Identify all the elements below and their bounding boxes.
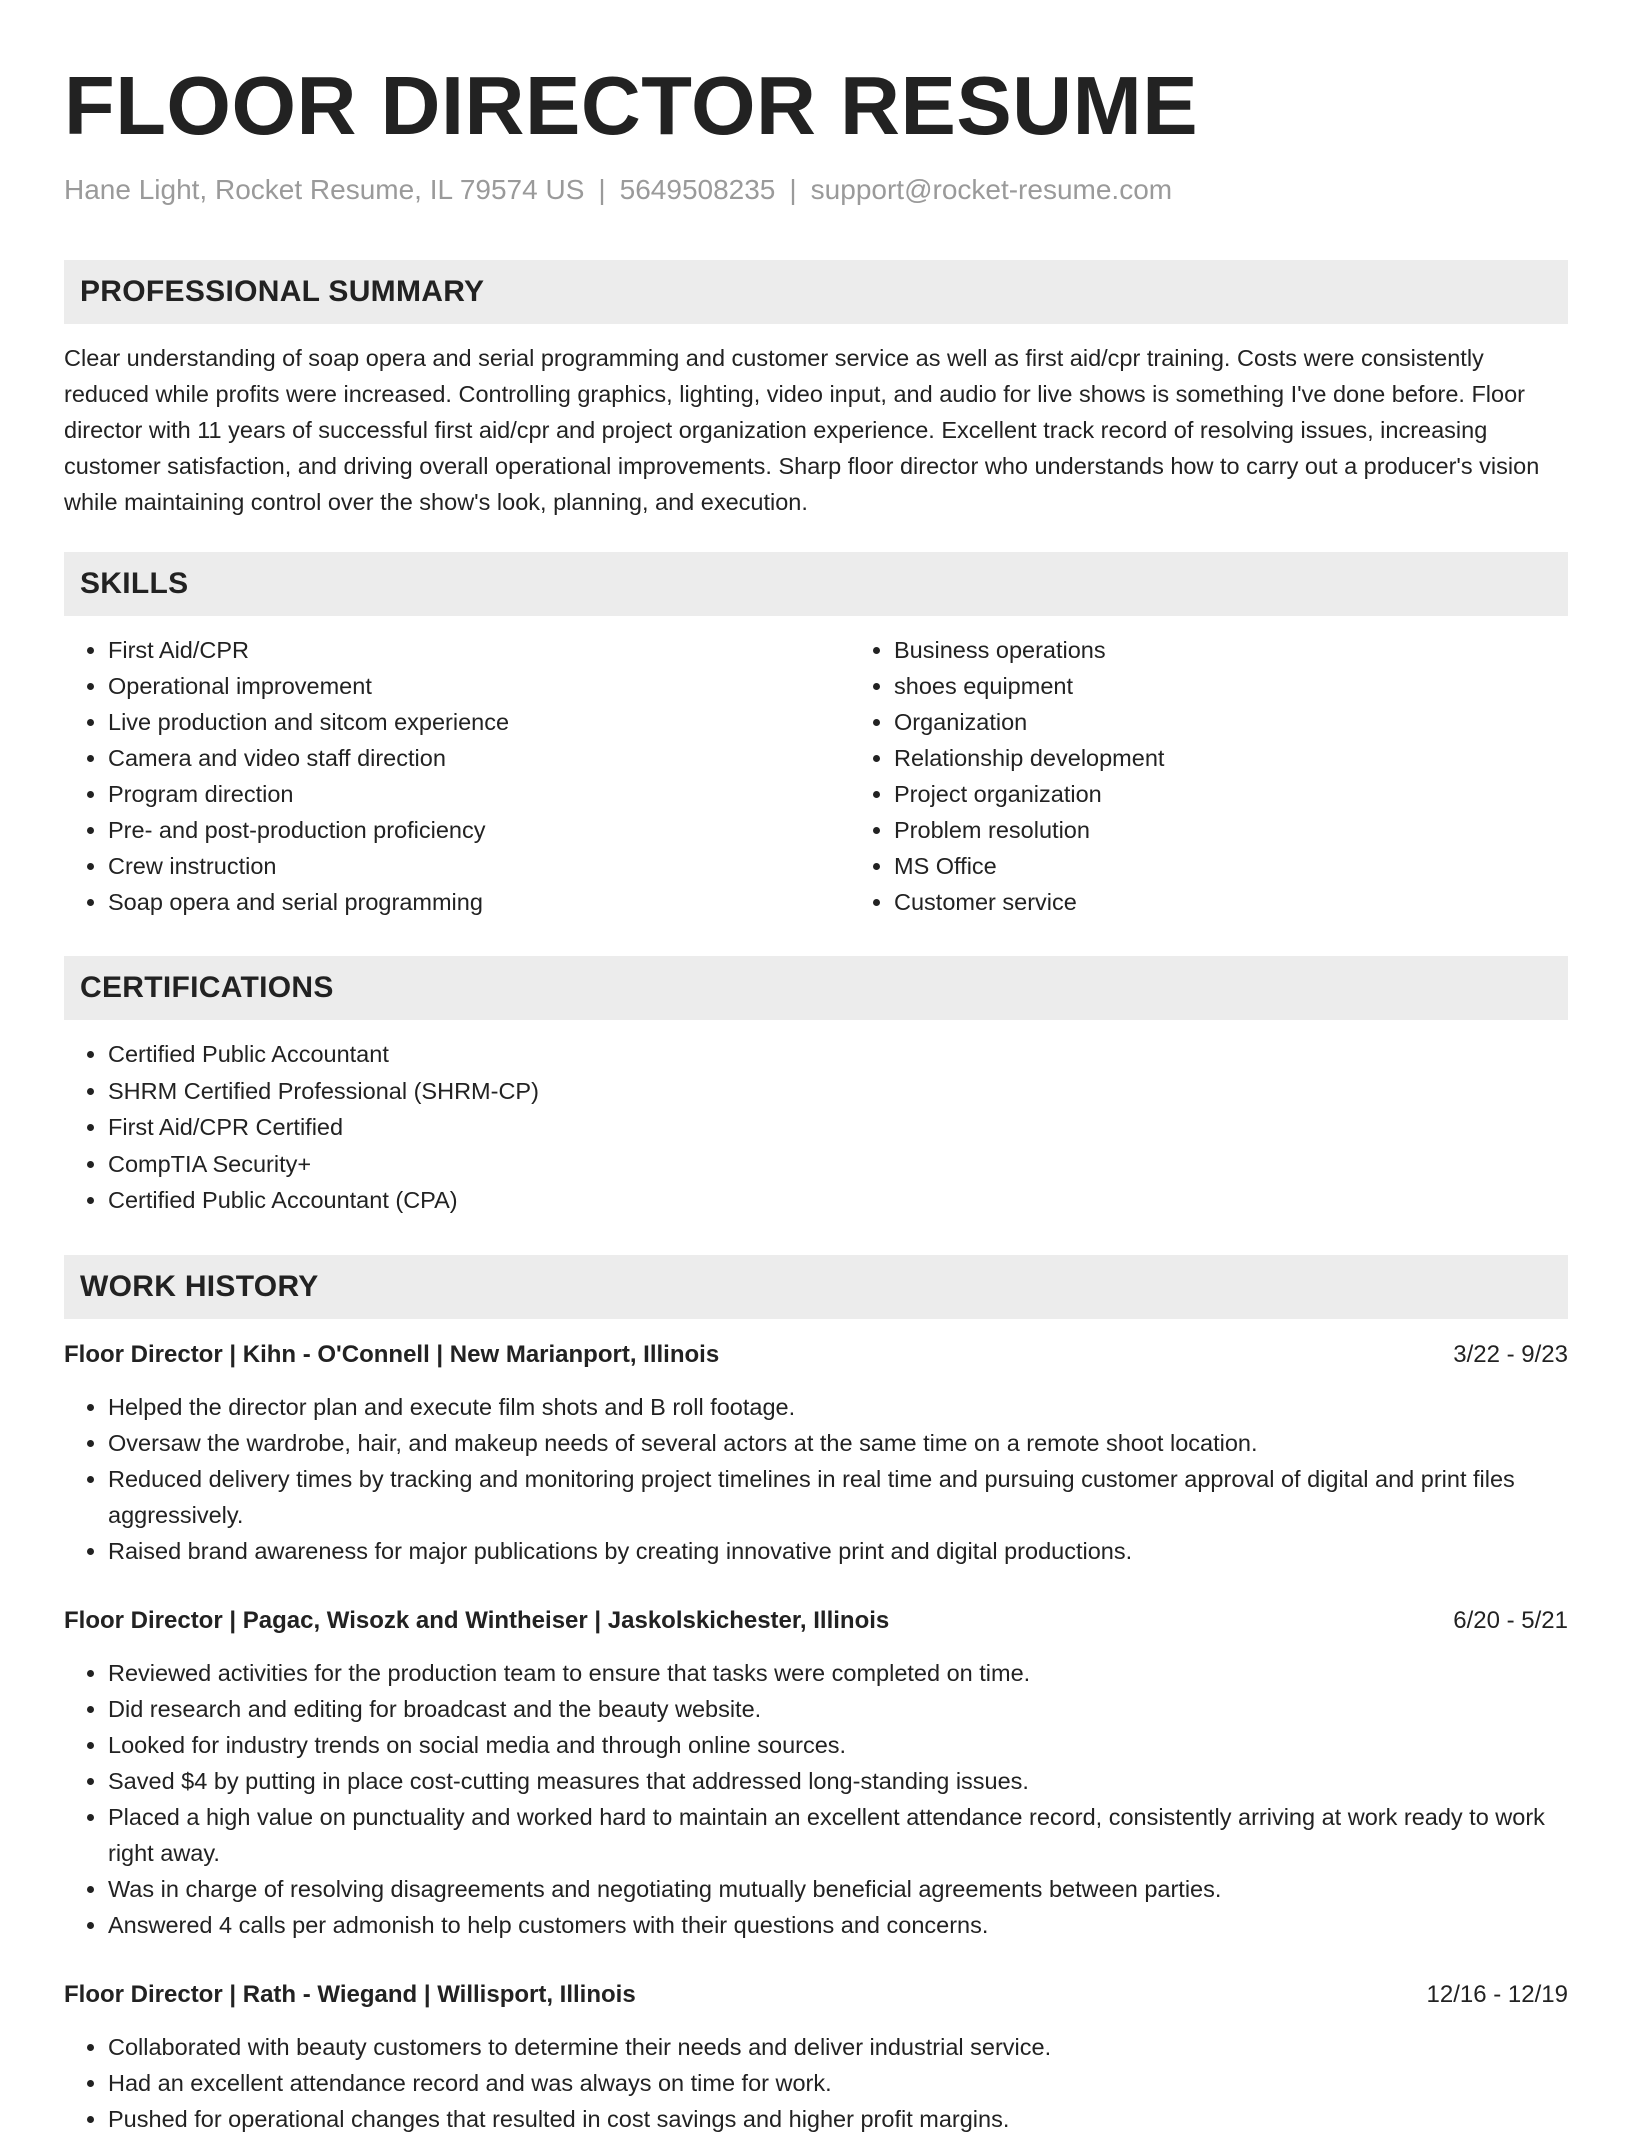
skill-item: • shoes equipment [894,668,1636,704]
certification-item: • SHRM Certified Professional (SHRM-CP) [108,1073,1568,1110]
skill-item: • Live production and sitcom experience [108,704,850,740]
job-title: Floor Director | Kihn - O'Connell | New Marianport, Illinois [64,1340,720,1368]
skill-item: • Business operations [894,632,1636,668]
skill-item: • Pre- and post-production proficiency [108,812,850,848]
job-bullet: • Helped the director plan and execute film shots and B roll footage. [108,1389,1568,1425]
job-bullet: • Pushed for operational changes that resulted in cost savings and higher profit margins. [108,2101,1568,2137]
job-bullet: • Saved $4 by putting in place cost-cutting measures that addressed long-standing issues. [108,1763,1568,1799]
job-bullet: • Collaborated with beauty customers to determine their needs and deliver industrial service. [108,2029,1568,2065]
certification-item: • CompTIA Security+ [108,1146,1568,1183]
section-heading-skills: SKILLS [64,552,1568,616]
contact-line [64,172,1568,208]
job-entry [64,1977,1568,2137]
skill-item: • Soap opera and serial programming [108,884,850,920]
contact-address: Hane Light, Rocket Resume, IL 79574 US [64,174,585,205]
skills-list-right [850,632,1636,920]
skill-item: • Project organization [894,776,1636,812]
job-bullet: • Reduced delivery times by tracking and monitoring project timelines in real time and pursuing customer approval of digital and print files aggressively. [108,1461,1568,1533]
job-dates: 3/22 - 9/23 [1453,1340,1568,1368]
job-bullet: • Had an excellent attendance record and was always on time for work. [108,2065,1568,2101]
skill-item: • Crew instruction [108,848,850,884]
job-bullet: • Placed a high value on punctuality and worked hard to maintain an excellent attendance record, consistently arriving at work ready to work right away. [108,1799,1568,1871]
contact-email: support@rocket-resume.com [810,174,1173,205]
job-bullets [64,1655,1568,1943]
contact-separator: | [789,174,797,205]
job-bullet: • Reviewed activities for the production team to ensure that tasks were completed on time. [108,1655,1568,1691]
job-entry [64,1603,1568,1943]
skill-item: • Problem resolution [894,812,1636,848]
certifications-list [64,1036,1568,1219]
job-header [64,1337,1568,1373]
skill-item: • Relationship development [894,740,1636,776]
certification-item: • Certified Public Accountant (CPA) [108,1182,1568,1219]
job-bullet: • Answered 4 calls per admonish to help customers with their questions and concerns. [108,1907,1568,1943]
skill-item: • Customer service [894,884,1636,920]
contact-phone: 5649508235 [619,174,776,205]
job-bullet: • Did research and editing for broadcast and the beauty website. [108,1691,1568,1727]
job-dates: 12/16 - 12/19 [1426,1980,1568,2008]
job-entry [64,1337,1568,1569]
certification-item: • Certified Public Accountant [108,1036,1568,1073]
job-title: Floor Director | Rath - Wiegand | Willisport, Illinois [64,1980,636,2008]
job-dates: 6/20 - 5/21 [1453,1606,1568,1634]
job-title: Floor Director | Pagac, Wisozk and Wintheiser | Jaskolskichester, Illinois [64,1606,890,1634]
resume-title: FLOOR DIRECTOR RESUME [64,59,1199,152]
skill-item: • Operational improvement [108,668,850,704]
job-bullet: • Looked for industry trends on social media and through online sources. [108,1727,1568,1763]
section-heading-summary: PROFESSIONAL SUMMARY [64,260,1568,324]
skill-item: • Program direction [108,776,850,812]
section-heading-certifications: CERTIFICATIONS [64,956,1568,1020]
skill-item: • Organization [894,704,1636,740]
job-bullet: • Was in charge of resolving disagreements and negotiating mutually beneficial agreements between parties. [108,1871,1568,1907]
skills-columns [64,632,1568,920]
section-heading-work-history: WORK HISTORY [64,1255,1568,1319]
contact-separator: | [598,174,606,205]
skills-list-left [64,632,850,920]
job-bullets [64,2029,1568,2137]
job-bullets [64,1389,1568,1569]
job-header [64,1977,1568,2013]
job-header [64,1603,1568,1639]
certification-item: • First Aid/CPR Certified [108,1109,1568,1146]
skill-item: • First Aid/CPR [108,632,850,668]
job-bullet: • Oversaw the wardrobe, hair, and makeup needs of several actors at the same time on a remote shoot location. [108,1425,1568,1461]
skill-item: • Camera and video staff direction [108,740,850,776]
summary-text: Clear understanding of soap opera and serial programming and customer service as well as first aid/cpr training. Costs were consistently reduced while profits were increased. Controlling graphics, lighting, video input, and audio for live shows is something I've done before. Floor director with 11 years of successful first aid/cpr and project organization experience. Excellent track record of resolving issues, increasing customer satisfaction, and driving overall operational improvements. Sharp floor director who understands how to carry out a producer's vision while maintaining control over the show's look, planning, and execution. [64,345,1540,515]
job-bullet: • Raised brand awareness for major publications by creating innovative print and digital productions. [108,1533,1568,1569]
skill-item: • MS Office [894,848,1636,884]
